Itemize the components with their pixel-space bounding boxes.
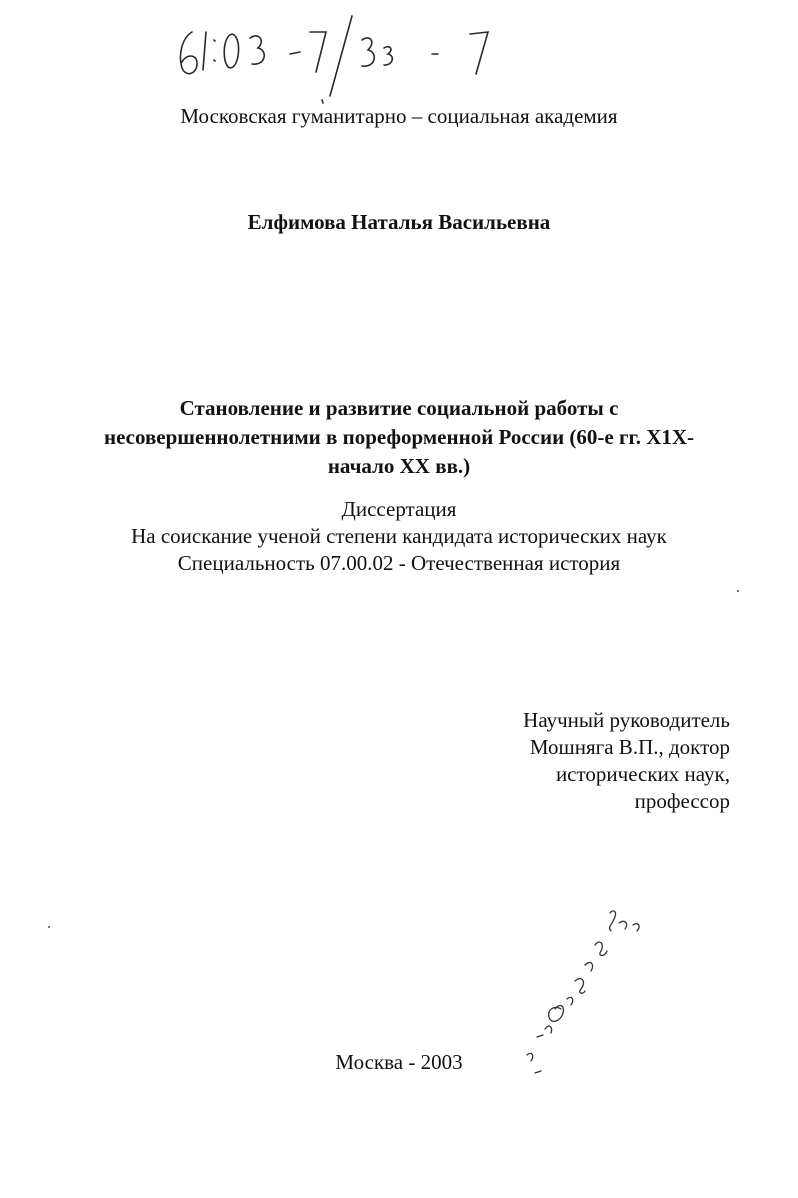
handwritten-code-drawing (170, 10, 510, 105)
supervisor-line: Научный руководитель (523, 708, 730, 732)
institution-name: Московская гуманитарно – социальная академия (180, 104, 618, 128)
thesis-degree: На соискание ученой степени кандидата исторических наук (131, 524, 667, 548)
supervisor-line: профессор (634, 789, 730, 813)
supervisor-line: Мошняга В.П., доктор (529, 735, 730, 759)
dissertation-title (50, 394, 748, 481)
scientific-supervisor (523, 707, 730, 815)
thesis-specialty: Специальность 07.00.02 - Отечественная история (177, 551, 621, 575)
author-name: Елфимова Наталья Васильевна (247, 210, 551, 234)
scan-speck (48, 926, 50, 928)
title-line: несовершеннолетними в пореформенной России (60-е гг. Х1Х- (103, 425, 695, 449)
thesis-type: Диссертация (341, 497, 457, 521)
title-line: начало XX вв.) (327, 454, 471, 478)
scan-speck (737, 590, 739, 592)
thesis-info (0, 496, 798, 577)
handwritten-catalog-code (170, 10, 510, 105)
title-line: Становление и развитие социальной работы с (179, 396, 619, 420)
place-and-year: Москва - 2003 (335, 1050, 463, 1074)
supervisor-line: исторических наук, (555, 762, 730, 786)
